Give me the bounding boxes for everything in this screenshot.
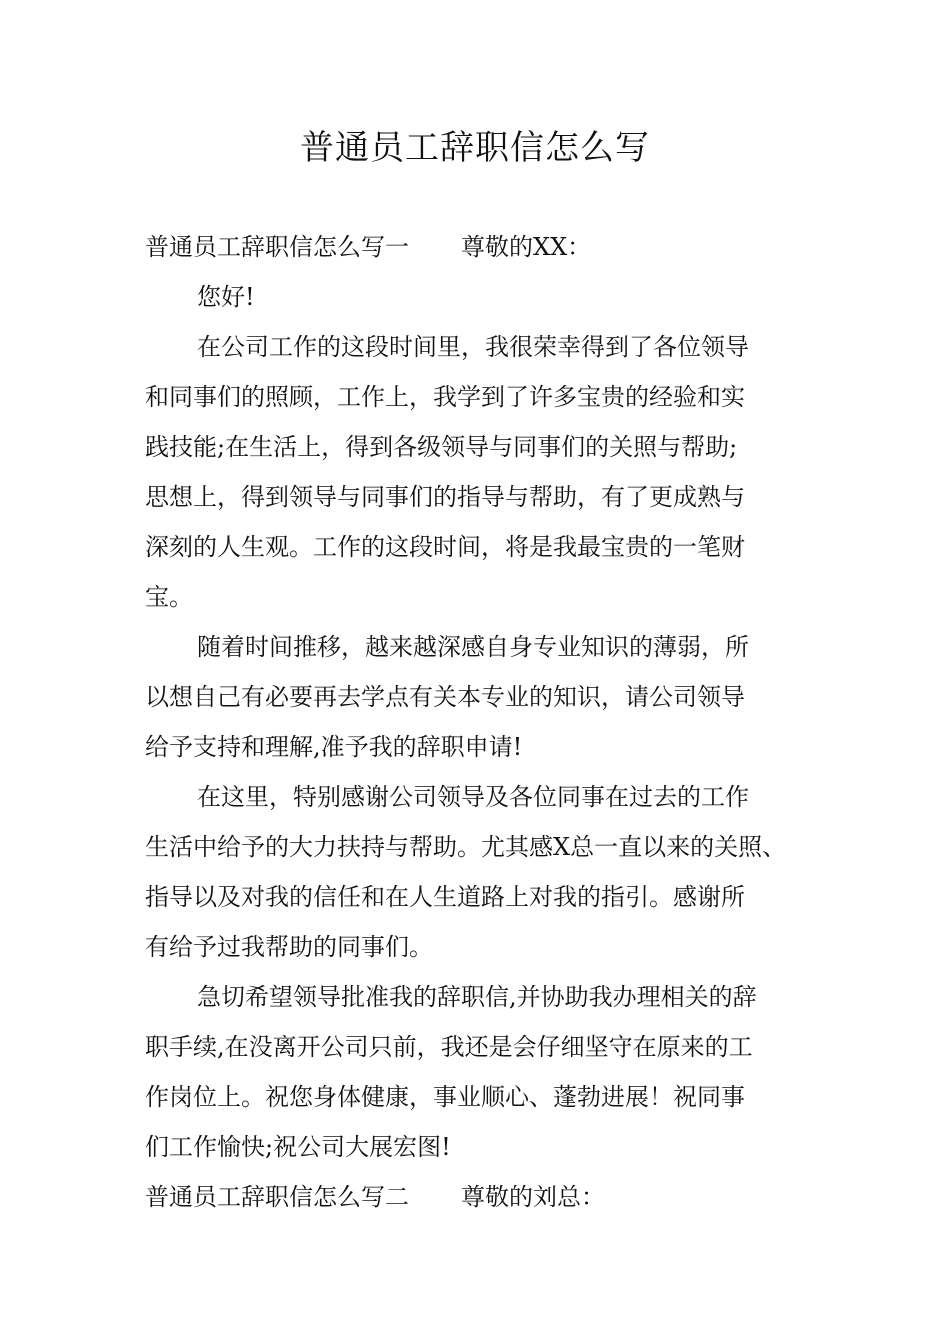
section-1-salutation: 尊敬的XX： [461,233,592,261]
paragraph-3-line: 生活中给予的大力扶持与帮助。尤其感X总一直以来的关照、 [145,833,787,861]
paragraph-3-line: 在这里，特别感谢公司领导及各位同事在过去的工作 [197,783,749,811]
paragraph-2-line: 给予支持和理解,准予我的辞职申请! [145,733,523,761]
paragraph-4-line: 职手续,在没离开公司只前，我还是会仔细坚守在原来的工 [145,1033,753,1061]
greeting: 您好! [197,283,255,311]
section-2-salutation: 尊敬的刘总： [461,1183,605,1211]
section-2-heading-line [145,1172,815,1222]
paragraph-3-line: 指导以及对我的信任和在人生道路上对我的指引。感谢所 [145,883,745,911]
section-1-heading: 普通员工辞职信怎么写一 [145,233,409,261]
paragraph-1 [145,322,815,622]
paragraph-2-line: 以想自己有必要再去学点有关本专业的知识，请公司领导 [145,683,745,711]
section-1-heading-line [145,222,815,272]
paragraph-1-line: 宝。 [145,583,193,611]
document-title: 普通员工辞职信怎么写 [300,128,650,168]
paragraph-1-line: 践技能;在生活上，得到各级领导与同事们的关照与帮助; [145,433,738,461]
section-2-heading: 普通员工辞职信怎么写二 [145,1183,409,1211]
paragraph-2 [145,622,815,772]
paragraph-4 [145,972,815,1172]
paragraph-3-line: 有给予过我帮助的同事们。 [145,933,433,961]
paragraph-1-line: 深刻的人生观。工作的这段时间，将是我最宝贵的一笔财 [145,533,745,561]
document-body [145,222,815,1222]
paragraph-2-line: 随着时间推移，越来越深感自身专业知识的薄弱，所 [197,633,749,661]
paragraph-1-line: 和同事们的照顾，工作上，我学到了许多宝贵的经验和实 [145,383,745,411]
paragraph-4-line: 急切希望领导批准我的辞职信,并协助我办理相关的辞 [197,983,757,1011]
paragraph-1-line: 在公司工作的这段时间里，我很荣幸得到了各位领导 [197,333,749,361]
paragraph-4-line: 们工作愉快;祝公司大展宏图! [145,1133,451,1161]
paragraph-3 [145,772,815,972]
paragraph-4-line: 作岗位上。祝您身体健康，事业顺心、蓬勃进展！祝同事 [145,1083,745,1111]
paragraph-1-line: 思想上，得到领导与同事们的指导与帮助，有了更成熟与 [145,483,745,511]
